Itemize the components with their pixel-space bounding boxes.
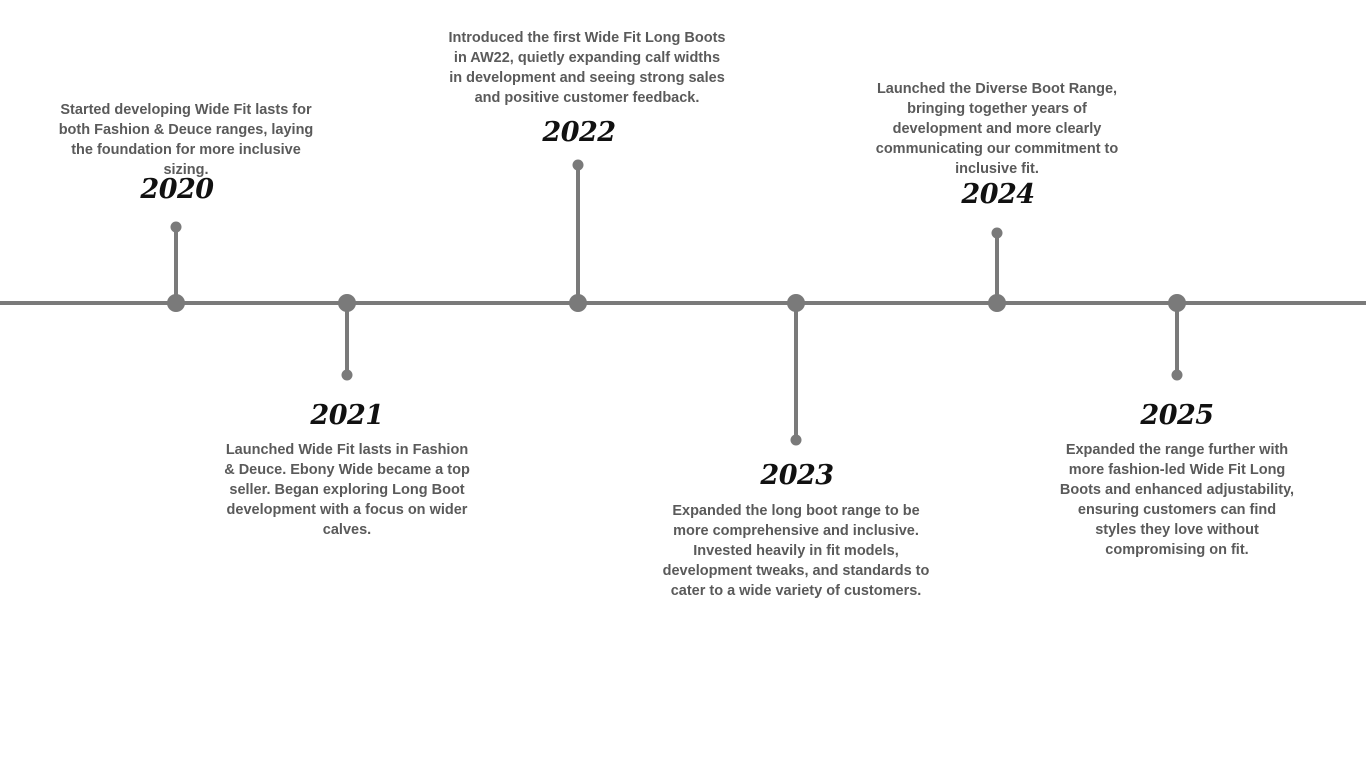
timeline-axis (0, 301, 1366, 305)
milestone-2023-stem (794, 303, 798, 440)
milestone-2020-description: Started developing Wide Fit lasts for both Fashion & Deuce ranges, laying the foundation for more inclusive sizing. (58, 102, 314, 178)
milestone-2024-stem (995, 233, 999, 303)
milestone-2024-tip (992, 228, 1003, 239)
milestone-2020-year: 2020 (140, 174, 214, 205)
milestone-2025-description: Expanded the range further with more fashion-led Wide Fit Long Boots and enhanced adjustability, ensuring customers can find styles they love without compromising on fit. (1059, 442, 1295, 558)
milestone-2025-tip (1172, 370, 1183, 381)
milestone-2021-year: 2021 (310, 400, 384, 431)
milestone-2024-description: Launched the Diverse Boot Range, bringing together years of development and more clearly communicating our commitment to inclusive fit. (875, 81, 1119, 177)
milestone-2020-tip (171, 222, 182, 233)
milestone-2023-tip (791, 435, 802, 446)
milestone-2020-stem (174, 227, 178, 303)
milestone-2025-year: 2025 (1140, 400, 1214, 431)
milestone-2023-description: Expanded the long boot range to be more comprehensive and inclusive. Invested heavily in fit models, development tweaks, and standards to cater to a wide variety of customers. (662, 503, 930, 599)
milestone-2024-year: 2024 (961, 179, 1035, 210)
milestone-2021-description: Launched Wide Fit lasts in Fashion & Deuce. Ebony Wide became a top seller. Began exploring Long Boot development with a focus on wider calves. (224, 442, 470, 538)
milestone-2022-description: Introduced the first Wide Fit Long Boots in AW22, quietly expanding calf widths in development and seeing strong sales and positive customer feedback. (448, 30, 726, 106)
milestone-2022-year: 2022 (542, 117, 616, 148)
milestone-2021-tip (342, 370, 353, 381)
milestone-2022-stem (576, 165, 580, 303)
milestone-2021-stem (345, 303, 349, 375)
milestone-2022-tip (573, 160, 584, 171)
milestone-2023-year: 2023 (760, 460, 834, 491)
milestone-2025-stem (1175, 303, 1179, 375)
